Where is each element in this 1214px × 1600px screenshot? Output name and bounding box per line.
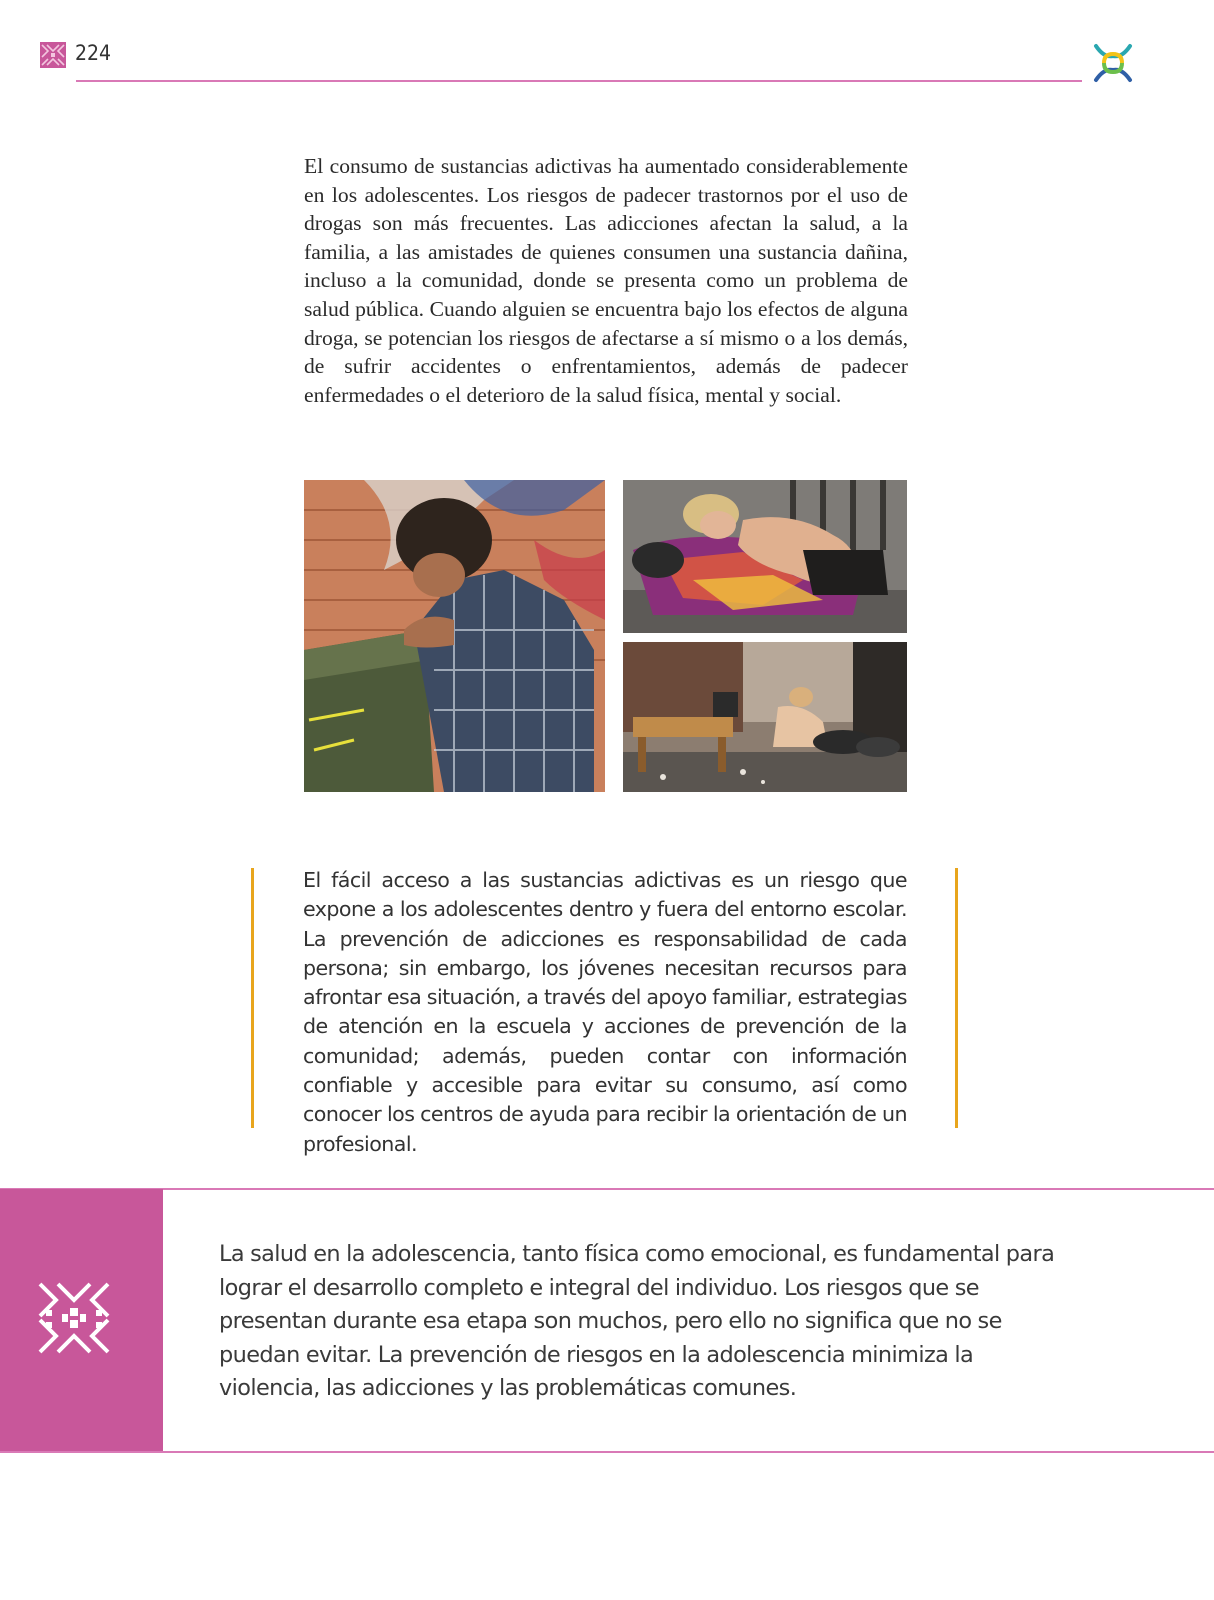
program-logo-icon	[1090, 40, 1136, 86]
callout-left-bar	[251, 868, 254, 1128]
pink-pattern-icon	[40, 42, 66, 68]
summary-top-divider	[0, 1188, 1214, 1190]
callout-paragraph: El fácil acceso a las sustancias adictivas es un riesgo que expone a los adolescentes dentro y fuera del entorno escolar. La prevención de adicciones es responsabilidad de cada persona; sin embargo, los jóvenes necesitan recursos para afrontar esa situación, a través del apoyo familiar, estrategias de atención en la escuela y acciones de prevención de la comunidad; además, pueden contar con información confiable y accesible para evitar su consumo, así como conocer los centros de ayuda para recibir la orientación de un profesional.	[303, 868, 907, 1156]
summary-bottom-divider	[0, 1451, 1214, 1453]
callout-right-bar	[955, 868, 958, 1128]
intro-paragraph: El consumo de sustancias adictivas ha aumentado considerablemente en los adolescentes. Los riesgos de padecer trastornos por el uso de drogas son más frecuentes. Las adicciones afectan la salud, a la familia, a las amistades de quienes consumen una sustancia dañina, incluso a la comunidad, donde se presenta como un problema de salud pública. Cuando alguien se encuentra bajo los efectos de alguna droga, se potencian los riesgos de afectarse a sí mismo o a los demás, de sufrir accidentes o enfrentamientos, además de padecer enfermedades o el deterioro de la salud física, mental y social.	[304, 154, 908, 407]
page-number: 224	[75, 41, 112, 65]
summary-paragraph: La salud en la adolescencia, tanto física como emocional, es fundamental para lograr el desarrollo completo e integral del individuo. Los riesgos que se presentan durante esa etapa son muchos, pero ello no significa que no se puedan evitar. La prevención de riesgos en la adolescencia minimiza la violencia, las adicciones y las problemáticas comunes.	[219, 1241, 1055, 1401]
photo-boy-dumpster	[304, 480, 605, 792]
header-divider	[76, 80, 1082, 82]
photo-person-sleeping-street	[623, 480, 907, 633]
photo-person-alley	[623, 642, 907, 792]
white-pattern-emblem-icon	[36, 1280, 112, 1356]
